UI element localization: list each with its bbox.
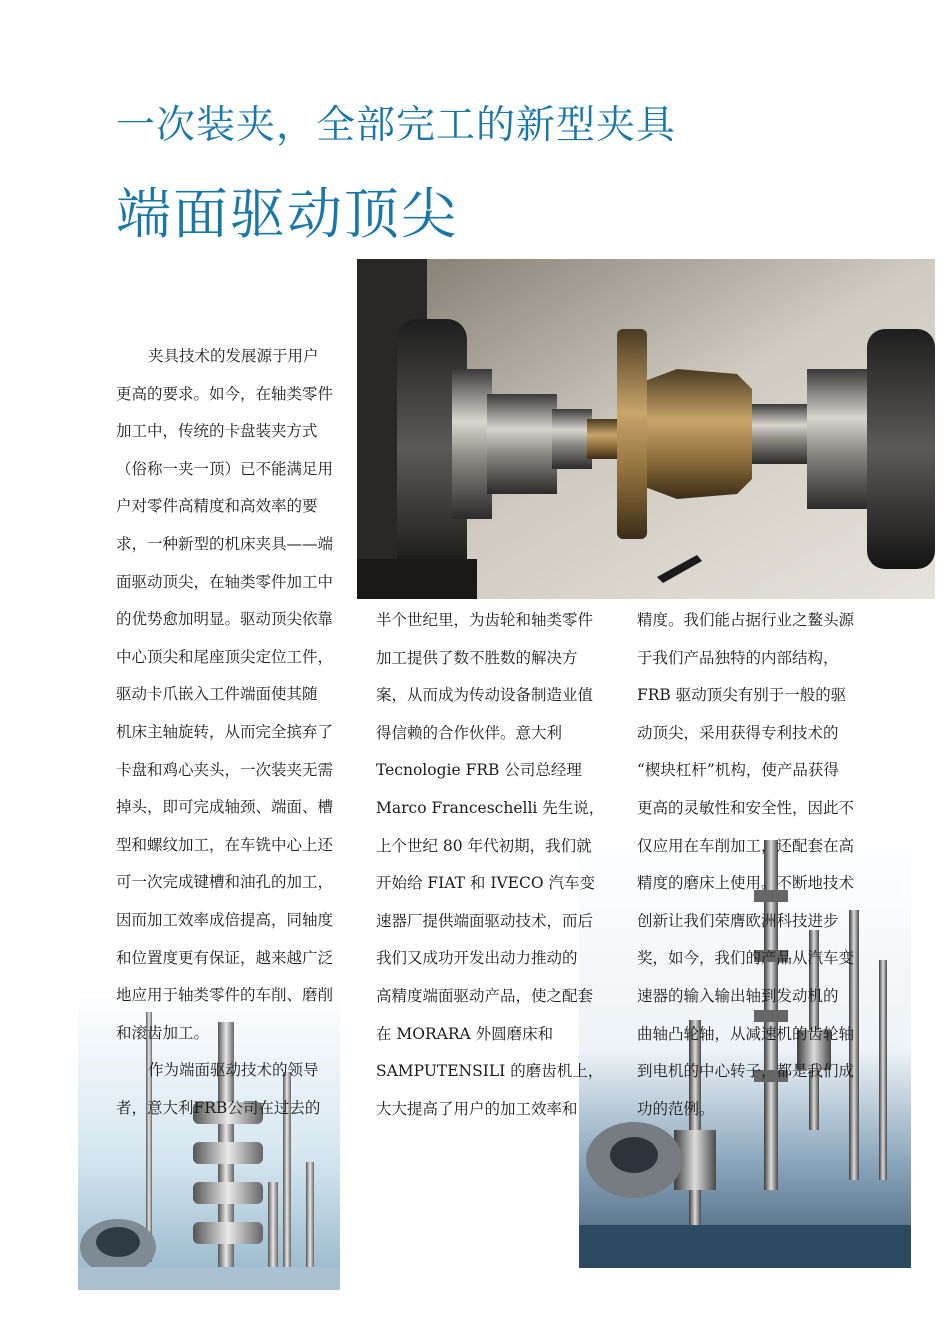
paragraph-line: 到电机的中心转子，都是我们成	[637, 1062, 855, 1081]
paragraph-line: 创新让我们荣膺欧洲科技进步	[637, 911, 839, 930]
paragraph-line: 开始给 FIAT 和 IVECO 汽车变	[376, 874, 595, 893]
paragraph-line: 求，一种新型的机床夹具——端	[116, 534, 334, 553]
paragraph-line: 面驱动顶尖，在轴类零件加工中	[116, 572, 334, 591]
paragraph-line: 我们又成功开发出动力推动的	[376, 949, 578, 968]
article-title: 端面驱动顶尖	[116, 182, 459, 246]
paragraph-line: 中心顶尖和尾座顶尖定位工件，	[116, 647, 334, 666]
paragraph-line: （俗称一夹一顶）已不能满足用	[116, 459, 334, 478]
paragraph-line: 地应用于轴类零件的车削、磨削	[116, 986, 334, 1005]
paragraph-line: 者，意大利FRB公司在过去的	[116, 1098, 321, 1117]
text-column-1	[116, 338, 346, 1127]
paragraph-line: Marco Franceschelli 先生说，	[376, 798, 605, 817]
paragraph-line: 案，从而成为传动设备制造业值	[376, 686, 594, 705]
paragraph-line: 速器的输入输出轴到发动机的	[637, 986, 839, 1005]
paragraph-line: 和位置度更有保证，越来越广泛	[116, 948, 334, 967]
paragraph-line: 精度的磨床上使用。不断地技术	[637, 874, 855, 893]
paragraph-line: 高精度端面驱动产品，使之配套	[376, 986, 594, 1005]
text-column-3	[637, 602, 869, 1128]
paragraph-line: 精度。我们能占据行业之鳌头源	[637, 611, 855, 629]
paragraph-line: 的优势愈加明显。驱动顶尖依靠	[116, 610, 334, 629]
paragraph-line: SAMPUTENSILI 的磨齿机上，	[376, 1062, 604, 1081]
paragraph-line: 卡盘和鸡心夹头，一次装夹无需	[116, 760, 334, 779]
paragraph-line: 夹具技术的发展源于用户	[148, 347, 319, 365]
paragraph-line: 上个世纪 80 年代初期，我们就	[376, 836, 592, 855]
paragraph-line: 更高的灵敏性和安全性，因此不	[637, 798, 855, 817]
paragraph-line: 奖，如今，我们的产品从汽车变	[637, 949, 855, 968]
machine-spindle-photo	[357, 259, 935, 599]
paragraph-line: 驱动卡爪嵌入工件端面使其随	[116, 685, 318, 704]
paragraph-line: 掉头，即可完成轴颈、端面、槽	[116, 798, 334, 817]
paragraph-line: 和滚齿加工。	[116, 1023, 210, 1042]
paragraph-line: “楔块杠杆”机构，使产品获得	[637, 761, 839, 780]
paragraph-line: 户对零件高精度和高效率的要	[116, 497, 318, 516]
paragraph-line: 加工提供了数不胜数的解决方	[376, 648, 578, 667]
paragraph-line: FRB 驱动顶尖有别于一般的驱	[637, 686, 847, 705]
text-column-2	[376, 602, 608, 1128]
paragraph-line: 于我们产品独特的内部结构，	[637, 648, 839, 667]
paragraph-line: 作为端面驱动技术的领导	[148, 1061, 319, 1080]
paragraph-line: 曲轴凸轮轴，从减速机的齿轮轴	[637, 1024, 855, 1043]
paragraph-line: 机床主轴旋转，从而完全摈弃了	[116, 722, 334, 741]
paragraph-line: 半个世纪里，为齿轮和轴类零件	[376, 611, 594, 629]
paragraph-line: 动顶尖，采用获得专利技术的	[637, 723, 839, 742]
paragraph-line: 更高的要求。如今，在轴类零件	[116, 384, 334, 403]
paragraph-line: Tecnologie FRB 公司总经理	[376, 761, 582, 780]
paragraph-line: 因而加工效率成倍提高，同轴度	[116, 910, 334, 929]
paragraph-line: 加工中，传统的卡盘装夹方式	[116, 422, 318, 441]
paragraph-line: 可一次完成键槽和油孔的加工，	[116, 873, 334, 892]
paragraph-line: 速器厂提供端面驱动技术，而后	[376, 911, 594, 930]
paragraph-line: 仅应用在车削加工，还配套在高	[637, 836, 855, 855]
paragraph-line: 在 MORARA 外圆磨床和	[376, 1024, 554, 1043]
paragraph-line: 得信赖的合作伙伴。意大利	[376, 723, 563, 742]
paragraph-line: 型和螺纹加工，在车铣中心上还	[116, 835, 334, 854]
paragraph-line: 大大提高了用户的加工效率和	[376, 1099, 578, 1118]
article-subtitle: 一次装夹，全部完工的新型夹具	[116, 103, 677, 148]
paragraph-line: 功的范例。	[637, 1099, 715, 1118]
